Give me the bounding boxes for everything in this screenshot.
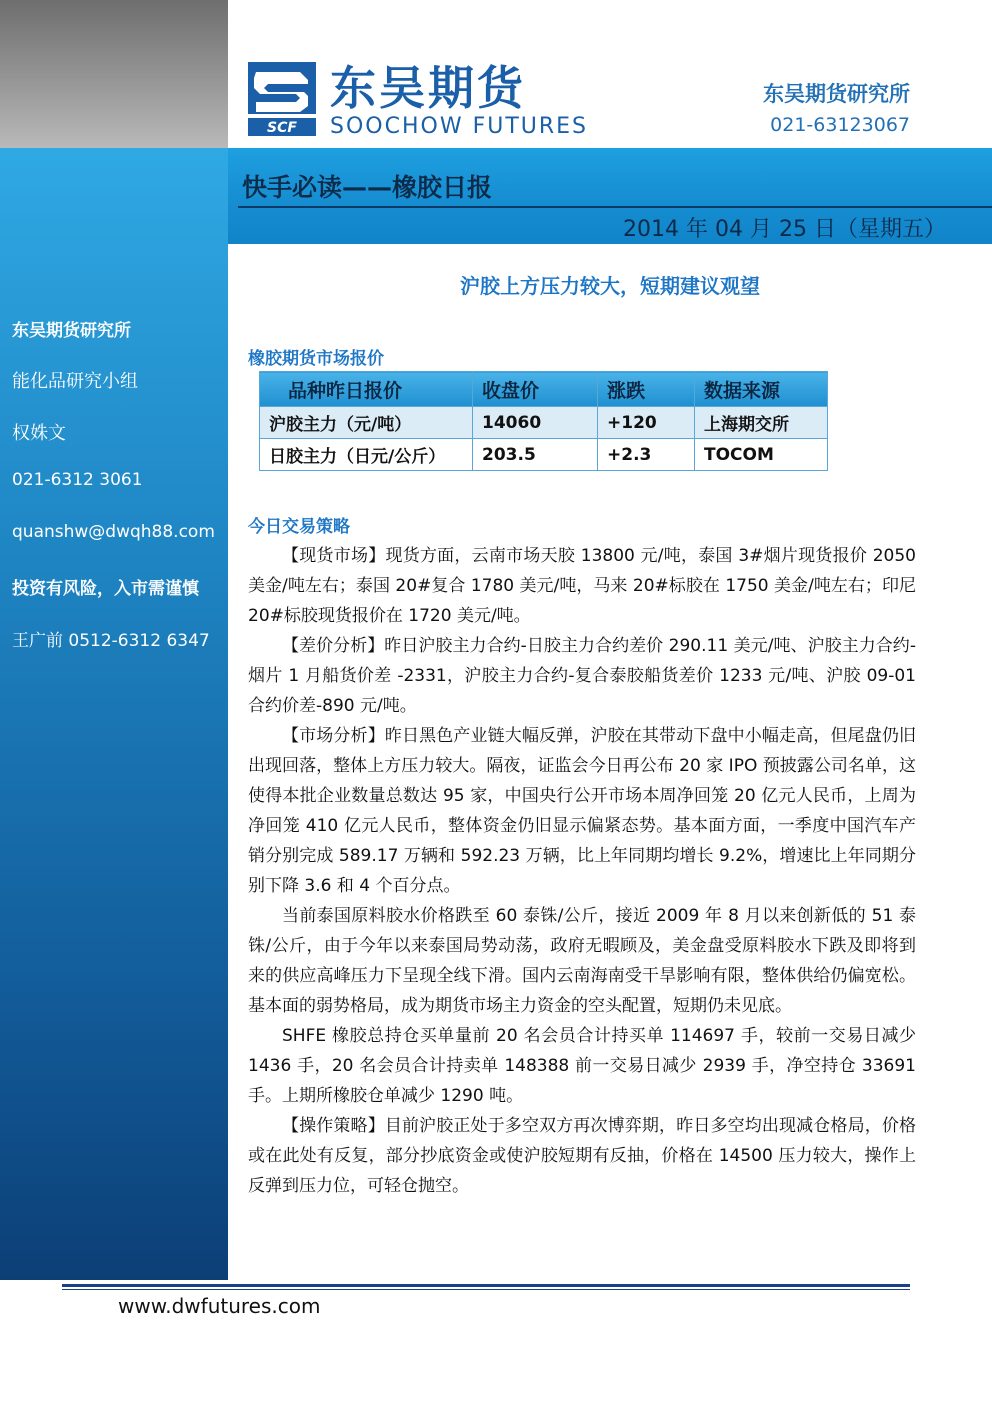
quote-table	[259, 371, 828, 471]
headline: 沪胶上方压力较大，短期建议观望	[460, 274, 760, 298]
sidebar-analyst: 权姝文	[12, 423, 66, 444]
header-cell-source: 数据来源	[695, 372, 828, 407]
logo-mark-text: SCF	[267, 120, 297, 136]
header-cell-close: 收盘价	[473, 372, 598, 407]
header-cell-product: 品种昨日报价	[260, 372, 473, 407]
sidebar	[0, 148, 228, 1280]
cell-product: 日胶主力（日元/公斤）	[260, 439, 473, 471]
footer-website-link[interactable]: www.dwfutures.com	[118, 1294, 321, 1318]
paragraph-spot-market: 【现货市场】现货方面，云南市场天胶 13800 元/吨，泰国 3#烟片现货报价 2050 美金/吨左右；泰国 20#复合 1780 美元/吨，马来 20#标胶在 1750 美金/吨左右；印尼 20#标胶现货报价在 1720 美元/吨。	[248, 546, 916, 626]
table-row	[260, 439, 828, 471]
paragraph-positions: SHFE 橡胶总持仓买单量前 20 名会员合计持买单 114697 手，较前一交易日减少 1436 手，20 名会员合计持卖单 148388 前一交易日减少 2939 手，净空持仓 33691 手。上期所橡胶仓单减少 1290 吨。	[248, 1026, 916, 1106]
paragraph-market-analysis: 【市场分析】昨日黑色产业链大幅反弹，沪胶在其带动下盘中小幅走高，但尾盘仍旧出现回落，整体上方压力较大。隔夜，证监会今日再公布 20 家 IPO 预披露公司名单，这使得本批企业数量总数达 95 家，中国央行公开市场本周净回笼 20 亿元人民币，上周为净回笼 410 亿元人民币，整体资金仍旧显示偏紧态势。基本面方面，一季度中国汽车产销分别完成 589.17 万辆和 592.23 万辆，比上年同期均增长 9.2%，增速比上年同期分别下降 3.6 和 4 个百分点。	[248, 726, 916, 896]
quote-section-title: 橡胶期货市场报价	[248, 349, 384, 369]
header-institute: 东吴期货研究所	[763, 82, 910, 106]
top-gray-panel	[0, 0, 228, 148]
header-cell-change: 涨跌	[598, 372, 695, 407]
cell-close: 14060	[473, 407, 598, 439]
sidebar-risk-warning: 投资有风险，入市需谨慎	[12, 579, 199, 599]
strategy-section-title: 今日交易策略	[248, 517, 350, 537]
sidebar-email[interactable]: quanshw@dwqh88.com	[12, 522, 215, 542]
table-row	[260, 407, 828, 439]
cell-source: 上海期交所	[695, 407, 828, 439]
footer-divider-thin	[62, 1289, 910, 1290]
sidebar-contact: 王广前 0512-6312 6347	[12, 631, 210, 651]
sidebar-institute: 东吴期货研究所	[12, 321, 131, 341]
footer-divider	[62, 1284, 910, 1287]
header-phone: 021-63123067	[770, 114, 910, 136]
cell-change: +120	[598, 407, 695, 439]
sidebar-phone: 021-6312 3061	[12, 470, 143, 490]
strategy-body	[248, 541, 916, 1201]
report-date: 2014 年 04 月 25 日（星期五）	[623, 217, 946, 242]
logo-icon	[248, 62, 316, 136]
paragraph-spread-analysis: 【差价分析】昨日沪胶主力合约-日胶主力合约差价 290.11 美元/吨、沪胶主力合约-烟片 1 月船货价差 -2331，沪胶主力合约-复合泰胶船货差价 1233 元/吨、沪胶 09-01 合约价差-890 元/吨。	[248, 636, 916, 716]
report-banner	[228, 148, 992, 244]
quote-header-row	[260, 372, 828, 407]
paragraph-operation-strategy: 【操作策略】目前沪胶正处于多空双方再次博弈期，昨日多空均出现减仓格局，价格或在此处有反复，部分抄底资金或使沪胶短期有反抽，价格在 14500 压力较大，操作上反弹到压力位，可轻仓抛空。	[248, 1116, 916, 1196]
sidebar-group: 能化品研究小组	[12, 371, 138, 392]
cell-product: 沪胶主力（元/吨）	[260, 407, 473, 439]
cell-close: 203.5	[473, 439, 598, 471]
logo-chinese-name: 东吴期货	[330, 61, 526, 115]
banner-divider	[238, 206, 992, 208]
cell-change: +2.3	[598, 439, 695, 471]
paragraph-raw-material: 当前泰国原料胶水价格跌至 60 泰铢/公斤，接近 2009 年 8 月以来创新低的 51 泰铢/公斤，由于今年以来泰国局势动荡，政府无暇顾及，美金盘受原料胶水下跌及即将到来的供应高峰压力下呈现全线下滑。国内云南海南受干旱影响有限，整体供给仍偏宽松。基本面的弱势格局，成为期货市场主力资金的空头配置，短期仍未见底。	[248, 906, 916, 1016]
report-title: 快手必读——橡胶日报	[242, 173, 493, 202]
logo-english-name: SOOCHOW FUTURES	[330, 114, 589, 139]
cell-source: TOCOM	[695, 439, 828, 471]
